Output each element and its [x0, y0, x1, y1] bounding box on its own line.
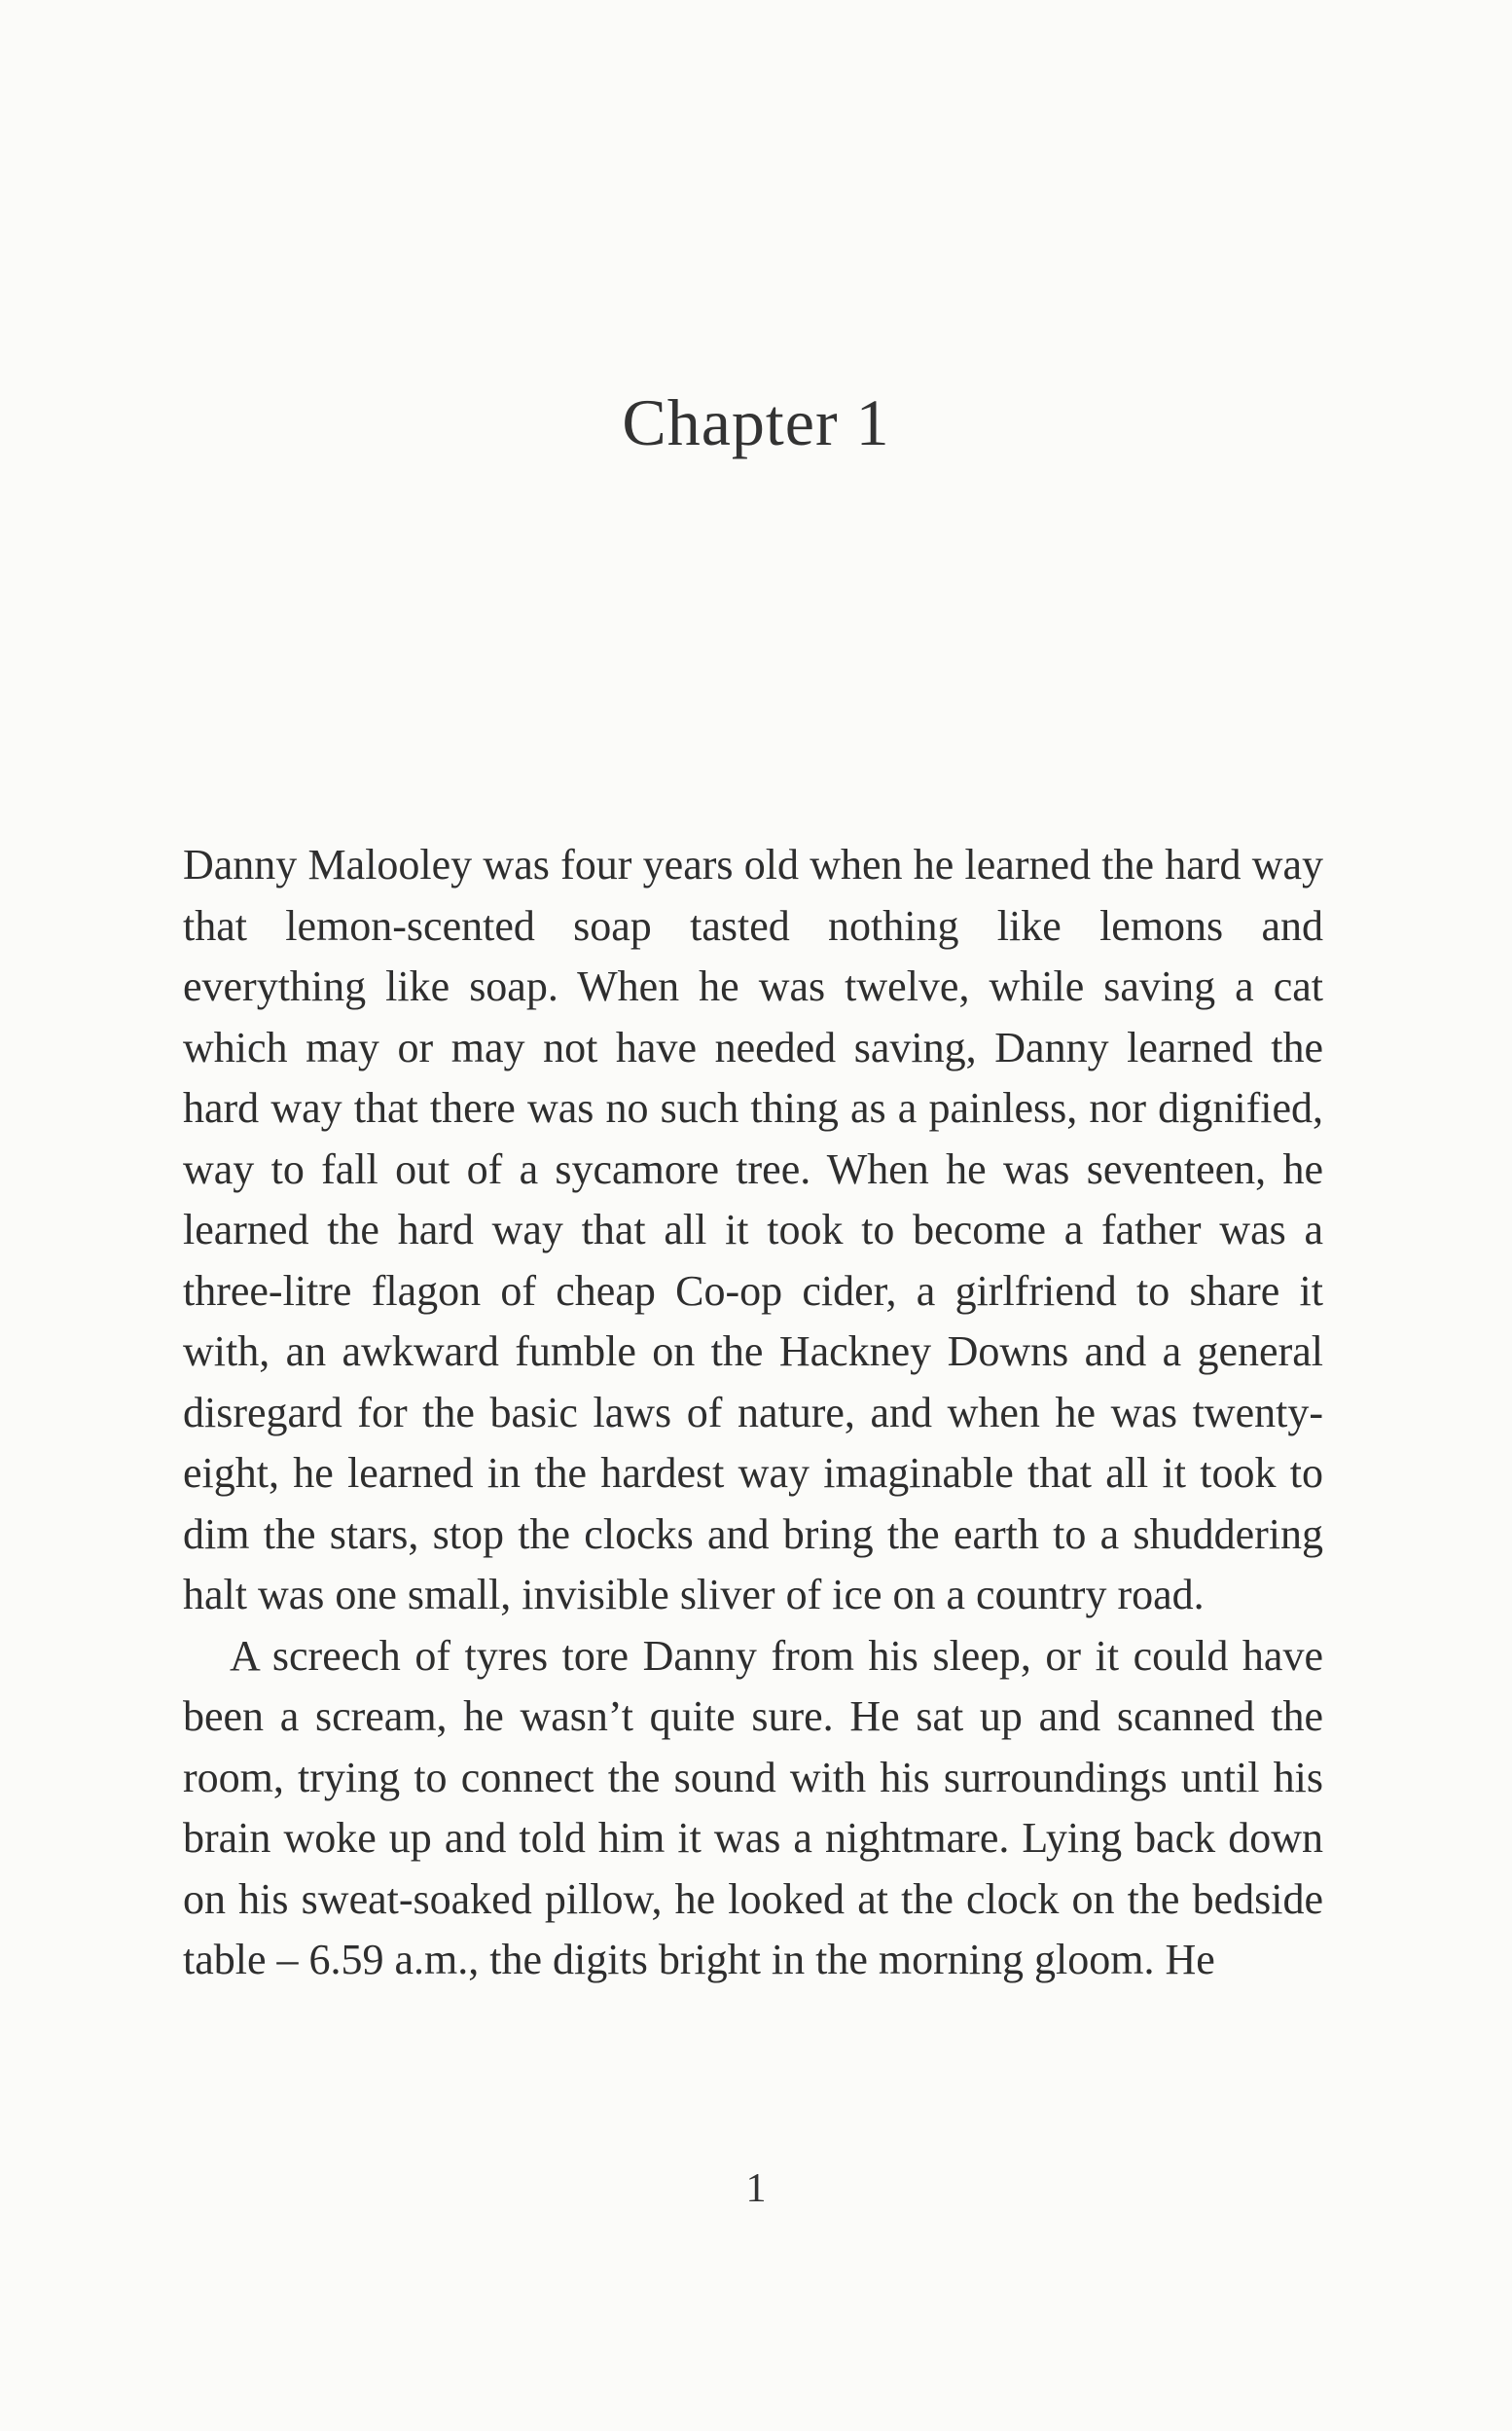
chapter-title: Chapter 1 [622, 385, 890, 459]
paragraph: Danny Malooley was four years old when he learned the hard way that lemon-scented soap tasted nothing like lemons and everything like soap. When he was twelve, while saving a cat which may or may not have needed saving, Danny learned the hard way that there was no such thing as a painless, nor dignified, way to fall out of a sycamore tree. When he was seventeen, he learned the hard way that all it took to become a father was a three-litre flagon of cheap Co-op cider, a girlfriend to share it with, an awkward fumble on the Hackney Downs and a general disregard for the basic laws of nature, and when he was twenty-eight, he learned in the hardest way imaginable that all it took to dim the stars, stop the clocks and bring the earth to a shuddering halt was one small, invisible sliver of ice on a country road. [183, 841, 1323, 1618]
paragraph: A screech of tyres tore Danny from his sleep, or it could have been a scream, he wasn’t quite sure. He sat up and scanned the room, trying to connect the sound with his surroundings until his brain woke up and told him it was a nightmare. Lying back down on his sweat-soaked pillow, he looked at the clock on the bedside table – 6.59 a.m., the digits bright in the morning gloom. He [183, 1631, 1323, 1983]
chapter-body [183, 835, 1323, 1991]
page-number: 1 [745, 2166, 767, 2211]
